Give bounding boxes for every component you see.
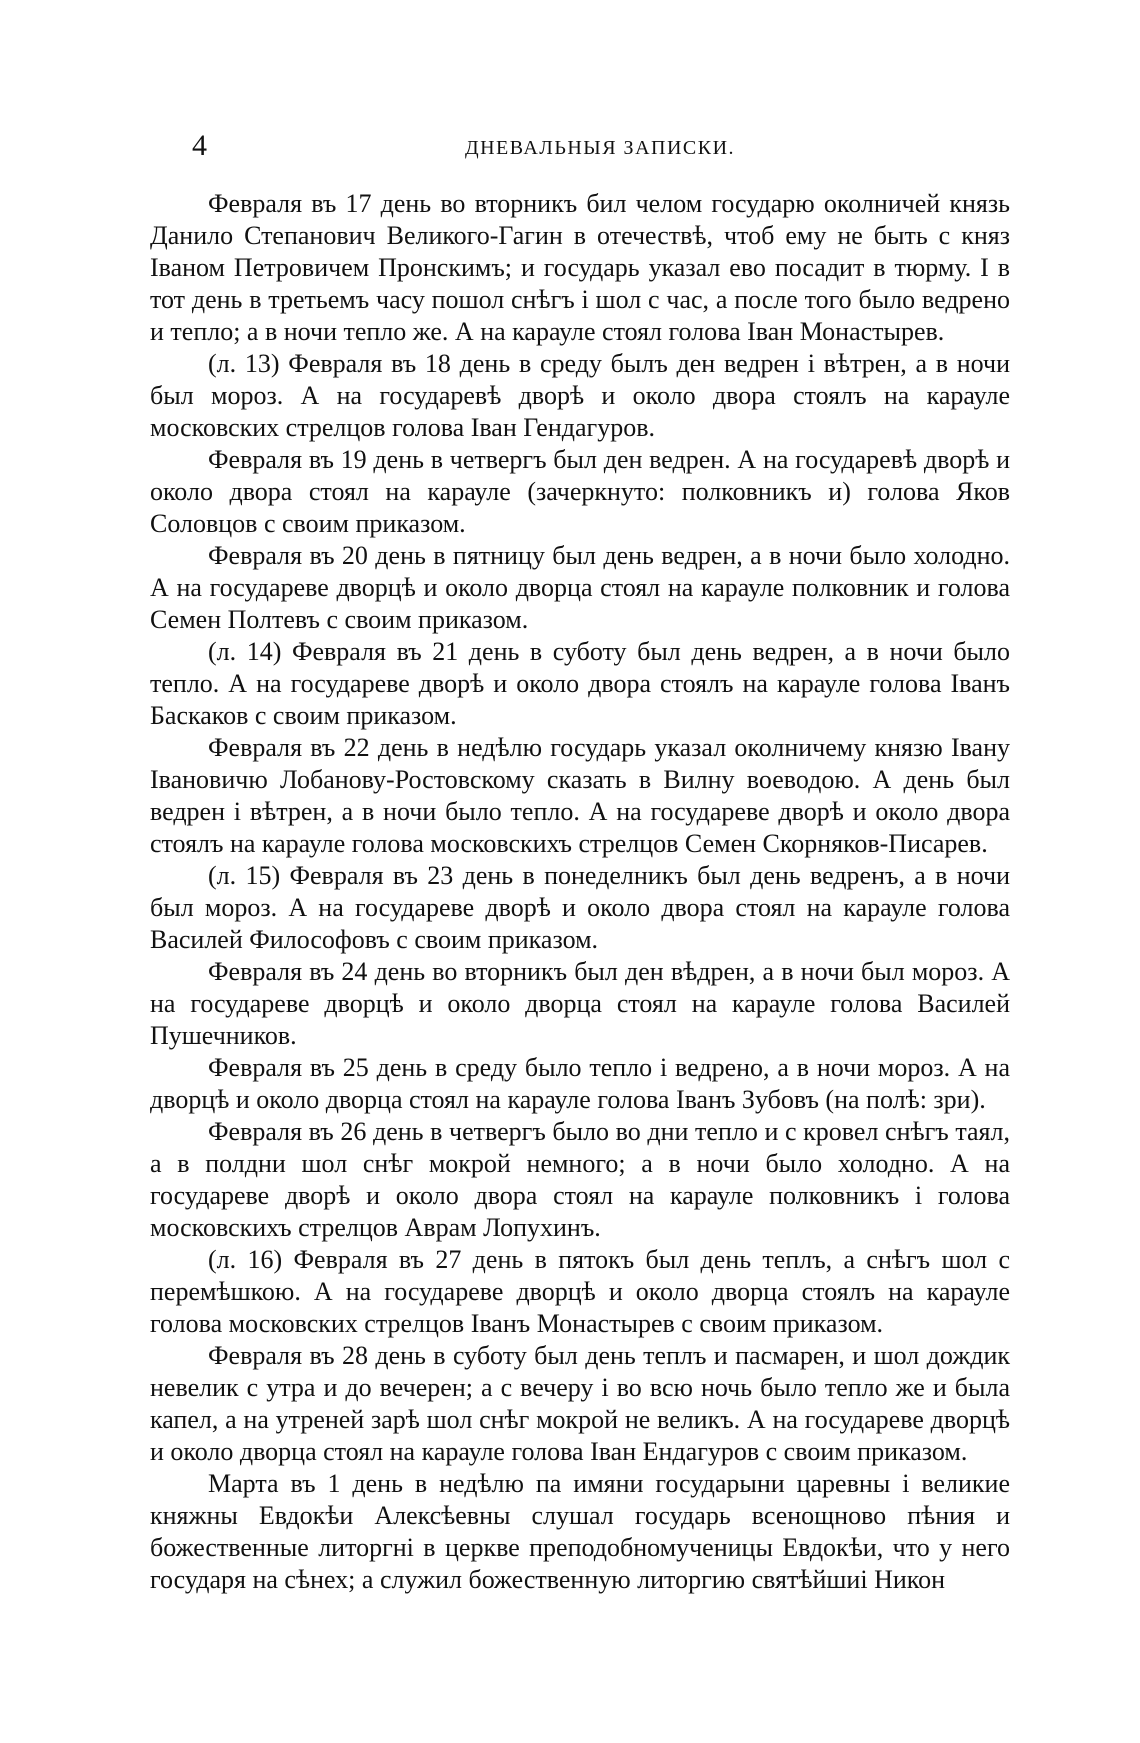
page-header <box>150 128 1010 168</box>
paragraph-feb-26: Февраля въ 26 день в четвергъ было во дни тепло и с кровел снѣгъ таял, а в полдни шол снѣг мокрой немного; а в ночи было холодно. А на государеве дворѣ и около двора стоял на карауле полковникъ і голова московскихъ стрелцов Аврам Лопухинъ. <box>150 1117 1010 1242</box>
paragraph-feb-21: (л. 14) Февраля въ 21 день в суботу был день ведрен, а в ночи было тепло. А на государеве дворѣ и около двора стоялъ на карауле голова Іванъ Баскаков с своим приказом. <box>150 637 1010 730</box>
paragraph-feb-28: Февраля въ 28 день в суботу был день теплъ и пасмарен, и шол дождик невелик с утра и до вечерен; а с вечеру і во всю ночь было тепло же и была капел, а на утреней зарѣ шол снѣг мокрой не великъ. А на государеве дворцѣ и около дворца стоял на карауле голова Іван Ендагуров с своим приказом. <box>150 1341 1010 1466</box>
body-text <box>150 188 1010 1596</box>
paragraph-feb-20: Февраля въ 20 день в пятницу был день ведрен, а в ночи было холодно. А на государеве дворцѣ и около дворца стоял на карауле полковник и голова Семен Полтевъ с своим приказом. <box>150 541 1010 634</box>
paragraph-feb-17: Февраля въ 17 день во вторникъ бил челом государю околничей князь Данило Степанович Великого-Гагин в отечествѣ, чтоб ему не быть с княз Іваном Петровичем Пронскимъ; и государь указал ево посадит в тюрму. І в тот день в третьемъ часу пошол снѣгъ і шол с час, а после того было ведрено и тепло; а в ночи тепло же. А на карауле стоял голова Іван Монастырев. <box>150 189 1010 346</box>
page-number: 4 <box>192 129 207 162</box>
running-title: ДНЕВАЛЬНЫЯ ЗАПИСКИ. <box>464 137 736 159</box>
paragraph-feb-22: Февраля въ 22 день в недѣлю государь указал околничему князю Івану Івановичю Лобанову-Ростовскому сказать в Вилну воеводою. А день был ведрен і вѣтрен, а в ночи было тепло. А на государеве дворѣ и около двора стоялъ на карауле голова московскихъ стрелцов Семен Скорняков-Писарев. <box>150 733 1010 858</box>
paragraph-feb-25: Февраля въ 25 день в среду было тепло і ведрено, а в ночи мороз. А на дворцѣ и около дворца стоял на карауле голова Іванъ Зубовъ (на полѣ: зри). <box>150 1053 1010 1114</box>
paragraph-mar-1: Марта въ 1 день в недѣлю па имяни государыни царевны і великие княжны Евдокѣи Алексѣевны слушал государь всенощново пѣния и божественные литоргні в церкве преподобномученицы Евдокѣи, что у него государя на сѣнех; а служил божественную литоргию святѣйшиі Никон <box>150 1469 1010 1594</box>
paragraph-feb-23: (л. 15) Февраля въ 23 день в понеделникъ был день ведренъ, а в ночи был мороз. А на государеве дворѣ и около двора стоял на карауле голова Василей Философовъ с своим приказом. <box>150 861 1010 954</box>
paragraph-feb-18: (л. 13) Февраля въ 18 день в среду былъ ден ведрен і вѣтрен, а в ночи был мороз. А на государевѣ дворѣ и около двора стоялъ на карауле московских стрелцов голова Іван Гендагуров. <box>150 349 1010 442</box>
paragraph-feb-24: Февраля въ 24 день во вторникъ был ден вѣдрен, а в ночи был мороз. А на государеве дворцѣ и около дворца стоял на карауле голова Василей Пушечников. <box>150 957 1010 1050</box>
paragraph-feb-27: (л. 16) Февраля въ 27 день в пятокъ был день теплъ, а снѣгъ шол с перемѣшкою. А на государеве дворцѣ и около дворца стоялъ на карауле голова московских стрелцов Іванъ Монастырев с своим приказом. <box>150 1245 1010 1338</box>
paragraph-feb-19: Февраля въ 19 день в четвергъ был ден ведрен. А на государевѣ дворѣ и около двора стоял на карауле (зачеркнуто: полковникъ и) голова Яков Соловцов с своим приказом. <box>150 445 1010 538</box>
